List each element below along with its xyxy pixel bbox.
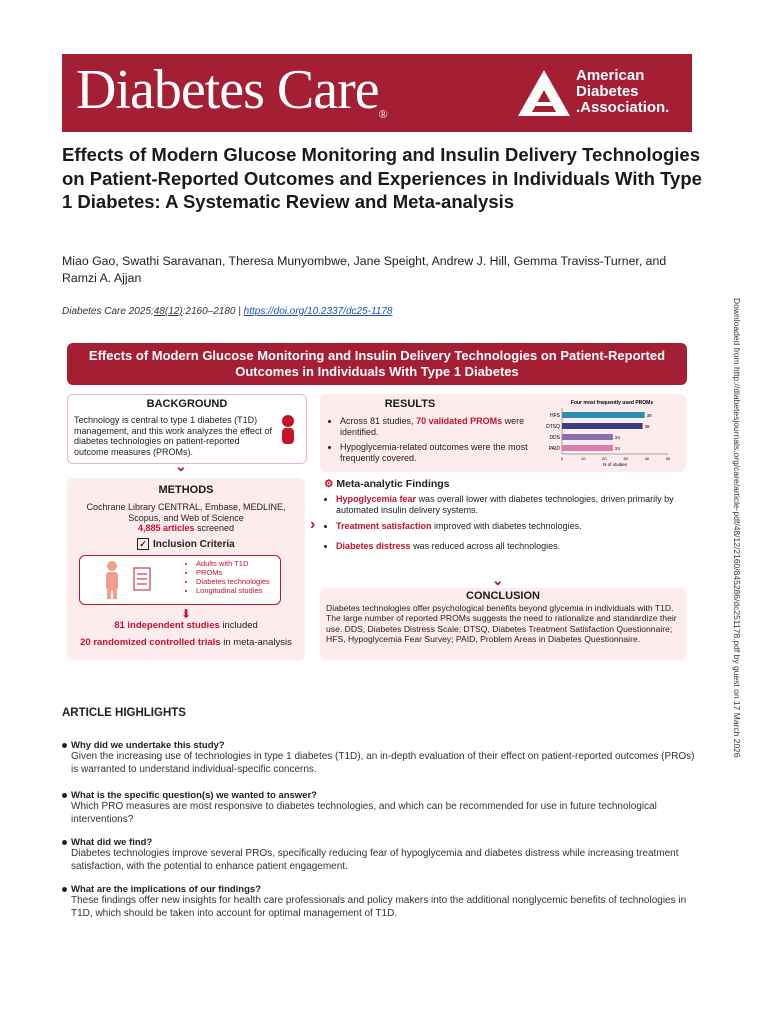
chart-tick-label: 40	[644, 456, 650, 461]
chart-bar	[562, 434, 613, 440]
ada-triangle-logo-icon	[516, 68, 572, 118]
chart-value-label: 39	[646, 413, 652, 418]
bullet-icon	[62, 887, 67, 892]
methods-box: METHODS Cochrane Library CENTRAL, Embase, MEDLINE, Scopus, and Web of Science 4,885 articles screened ✓ Inclusion Criteria • Adults with T1D • PROMs • Diabetes technologies • Longitudinal studies ⬇ 81 independent studies included 20 randomized controlled trials in meta-analysis	[67, 478, 305, 660]
chevron-down-icon: ⌄	[175, 458, 187, 474]
chart-value-label: 24	[614, 446, 620, 451]
chart-x-label: N of studies	[603, 462, 627, 467]
finding-2: • Treatment satisfaction improved with diabetes technologies.	[336, 521, 684, 532]
highlight-item: What is the specific question(s) we wanted to answer? Which PRO measures are most responsive to diabetes technologies, and which can be recommended for use in future technological interventions?	[62, 790, 702, 826]
chart-bar	[562, 445, 613, 451]
background-text: Technology is central to type 1 diabetes (T1D) management, and this work analyzes the effect of diabetes technologies on patient-reported outcome measures (PROMs).	[74, 415, 272, 457]
ga-header: Effects of Modern Glucose Monitoring and Insulin Delivery Technologies on Patient-Reported Outcomes in Individuals With Type 1 Diabetes	[67, 343, 687, 385]
bullet-icon	[62, 793, 67, 798]
citation: Diabetes Care 2025;48(12):2160–2180 | https://doi.org/10.2337/dc25-1178	[62, 306, 393, 317]
highlight-item: What are the implications of our findings? These findings offer new insights for health care professionals and policy makers into the additional nonglycemic benefits of technologies in T1D, which should be taken into account for optimal management of T1D.	[62, 884, 702, 920]
bullet-icon	[62, 840, 67, 845]
meta-findings	[324, 478, 684, 552]
prom-bar-chart	[540, 398, 680, 470]
included-studies: 81 independent studies included	[114, 620, 258, 631]
chart-tick-label: 50	[665, 456, 671, 461]
chart-title: Four most frequently used PROMs	[570, 400, 654, 406]
inclusion-criteria-label: ✓ Inclusion Criteria	[137, 538, 235, 550]
gear-check-icon: ⚙	[324, 478, 334, 490]
criteria-list: • Adults with T1D • PROMs • Diabetes technologies • Longitudinal studies	[184, 559, 270, 595]
rct-count: 20 randomized controlled trials in meta-analysis	[80, 637, 292, 648]
author-list: Miao Gao, Swathi Saravanan, Theresa Munyombwe, Jane Speight, Andrew J. Hill, Gemma Traviss-Turner, and Ramzi A. Ajjan	[62, 254, 667, 285]
background-box: BACKGROUND Technology is central to type 1 diabetes (T1D) management, and this work analyzes the effect of diabetes technologies on patient-reported outcome measures (PROMs).	[67, 394, 307, 464]
doi-link[interactable]: https://doi.org/10.2337/dc25-1178	[243, 306, 393, 317]
chart-category-label: DTSQ	[546, 424, 560, 430]
meta-title: ⚙ Meta-analytic Findings	[324, 478, 450, 490]
chart-bar	[562, 423, 643, 429]
chart-category-label: DDS	[549, 435, 560, 441]
highlight-item: What did we find? Diabetes technologies improve several PROs, specifically reducing fear of hypoglycemia and diabetes distress while increasing treatment satisfaction, with the potential to enhance patient engagement.	[62, 837, 702, 873]
chart-tick-label: 10	[580, 456, 586, 461]
person-with-document-icon	[102, 560, 162, 600]
highlight-item: Why did we undertake this study? Given the increasing use of technologies in type 1 diabetes (T1D), an in-depth evaluation of their effect on patient-reported outcomes (PROs) is warranted to understand individual-specific concerns.	[62, 740, 702, 776]
finding-1: • Hypoglycemia fear was overall lower with diabetes technologies, driven primarily by automated insulin delivery systems.	[336, 494, 684, 516]
chevron-right-icon: ›	[310, 516, 316, 533]
criteria-panel	[79, 555, 281, 605]
journal-title: Diabetes Care®	[76, 59, 387, 121]
chart-bar	[562, 412, 645, 418]
methods-text: Cochrane Library CENTRAL, Embase, MEDLINE, Scopus, and Web of Science 4,885 articles screened	[86, 502, 286, 533]
results-list	[328, 416, 550, 464]
chart-category-label: HFS	[550, 413, 560, 419]
chart-tick-label: 20	[602, 456, 607, 461]
arrow-down-icon: ⬇	[180, 607, 192, 621]
journal-banner	[62, 54, 692, 132]
highlights-title: ARTICLE HIGHLIGHTS	[62, 707, 186, 719]
chevron-down-icon: ⌄	[492, 572, 504, 588]
download-watermark: Downloaded from http://diabetesjournals.org/care/article-pdf/48/12/2160/845286/dc251178.pdf by guest on 17 March 2026	[732, 298, 742, 758]
graphical-abstract	[62, 338, 692, 668]
bullet-icon	[62, 743, 67, 748]
chart-tick-label: 0	[560, 456, 564, 461]
chart-tick-label: 30	[623, 456, 628, 461]
ada-logo-text: American Diabetes .Association.	[576, 67, 670, 116]
person-thinking-icon	[276, 413, 300, 447]
chart-category-label: PAID	[548, 446, 560, 452]
finding-3: • Diabetes distress was reduced across all technologies.	[336, 541, 684, 552]
chart-value-label: 38	[644, 424, 650, 429]
results-bullet-2: • Hypoglycemia-related outcomes were the most frequently covered.	[340, 442, 550, 464]
article-title: Effects of Modern Glucose Monitoring and Insulin Delivery Technologies on Patient-Reported Outcomes and Experiences in Individuals With Type 1 Diabetes: A Systematic Review and Meta-analysis	[62, 144, 702, 212]
conclusion-box: CONCLUSION Diabetes technologies offer psychological benefits beyond glycemia in individuals with T1D. The large number of reported PROMs suggests the need to rationalize and standardize their use. DDS, Diabetes Distress Scale; DTSQ, Diabetes Treatment Satisfaction Questionnaire; HFS, Hypoglycemia Fear Survey; PAID, Problem Areas in Diabetes Questionnaire.	[320, 588, 686, 660]
results-box: RESULTS • Across 81 studies, 70 validated PROMs were identified. • Hypoglycemia-related outcomes were the most frequently covered. Four most frequently used PROMs HFS 39 DTSQ 38 DDS 24 PAID 24 0 10 20 30 40 50 N of studies	[320, 394, 686, 472]
results-bullet-1: • Across 81 studies, 70 validated PROMs were identified.	[340, 416, 550, 438]
conclusion-text: Diabetes technologies offer psychological benefits beyond glycemia in individuals with T1D. The large number of reported PROMs suggests the need to rationalize and standardize their use. DDS, Diabetes Distress Scale; DTSQ, Diabetes Treatment Satisfaction Questionnaire; HFS, Hypoglycemia Fear Survey; PAID, Problem Areas in Diabetes Questionnaire.	[326, 603, 677, 644]
checkbox-icon: ✓	[137, 538, 149, 550]
chart-value-label: 24	[614, 435, 620, 440]
